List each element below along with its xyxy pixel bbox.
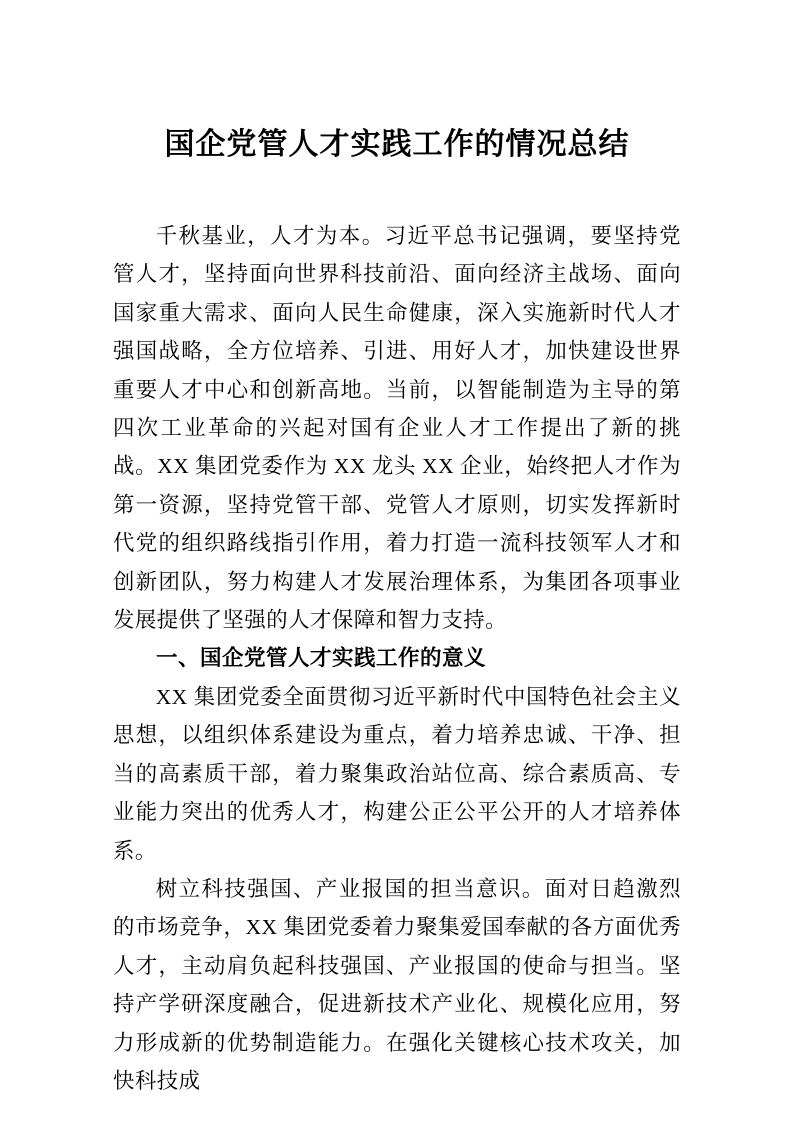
- document-title: 国企党管人才实践工作的情况总结: [164, 128, 630, 161]
- section-heading: 一、国企党管人才实践工作的意义: [156, 646, 487, 671]
- paragraph: 千秋基业，人才为本。习近平总书记强调，要坚持党管人才，坚持面向世界科技前沿、面向经济主战场、面向国家重大需求、面向人民生命健康，深入实施新时代人才强国战略，全方位培养、引进、用好人才，加快建设世界重要人才中心和创新高地。当前，以智能制造为主导的第四次工业革命的兴起对国有企业人才工作提出了新的挑战。XX 集团党委作为 XX 龙头 XX 企业，始终把人才作为第一资源，坚持党管干部、党管人才原则，切实发挥新时代党的组织路线指引作用，着力打造一流科技领军人才和创新团队，努力构建人才发展治理体系，为集团各项事业发展提供了坚强的人才保障和智力支持。: [113, 224, 681, 633]
- paragraph: 树立科技强国、产业报国的担当意识。面对日趋激烈的市场竞争，XX 集团党委着力聚集爱国奉献的各方面优秀人才，主动肩负起科技强国、产业报国的使命与担当。坚持产学研深度融合，促进新技术产业化、规模化应用，努力形成新的优势制造能力。在强化关键核心技术攻关，加快科技成: [113, 876, 681, 1093]
- paragraph: XX 集团党委全面贯彻习近平新时代中国特色社会主义思想，以组织体系建设为重点，着力培养忠诚、干净、担当的高素质干部，着力聚集政治站位高、综合素质高、专业能力突出的优秀人才，构建公正公平公开的人才培养体系。: [113, 684, 681, 863]
- document-body: [113, 217, 681, 1100]
